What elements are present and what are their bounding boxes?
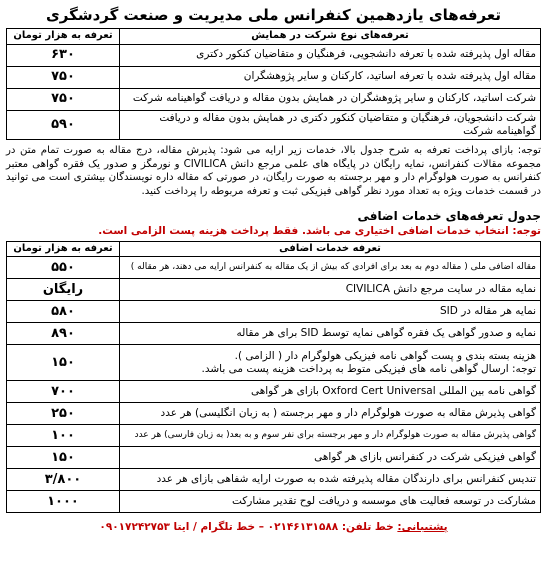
table-row [7, 381, 541, 403]
table-row [7, 469, 541, 491]
row-desc: مقاله اول پذیرفته شده با تعرفه اساتید، کارکنان و سایر پژوهشگران [120, 66, 541, 88]
table-row [7, 491, 541, 513]
row-price: ۱۵۰ [7, 447, 120, 469]
row-price: ۸۹۰ [7, 323, 120, 345]
row-desc: شرکت دانشجویان، فرهنگیان و متقاضیان کنکور دکتری در همایش بدون مقاله و دریافت گواهینامه شرکت [120, 110, 541, 139]
row-price: ۷۵۰ [7, 66, 120, 88]
row-desc: تندیس کنفرانس برای دارندگان مقاله پذیرفته شده به صورت ارایه شفاهی بازای هر عدد [120, 469, 541, 491]
extra-services-note: توجه: انتخاب خدمات اضافی اختیاری می باشد. فقط پرداخت هزینه پست الزامی است. [98, 224, 541, 237]
row-price: ۶۳۰ [7, 44, 120, 66]
header-price: تعرفه به هزار تومان [7, 241, 120, 257]
table-row [7, 279, 541, 301]
table-row [7, 110, 541, 139]
table-row [7, 88, 541, 110]
header-price: تعرفه به هزار تومان [7, 29, 120, 45]
table-row [7, 301, 541, 323]
table-row [7, 403, 541, 425]
row-price: ۷۵۰ [7, 88, 120, 110]
row-desc: گواهی پذیرش مقاله به صورت هولوگرام دار و مهر برجسته برای نفر سوم و به بعد( به زبان فارسی) هر عدد [120, 425, 541, 447]
row-price: ۱۰۰۰ [7, 491, 120, 513]
row-price: ۱۰۰ [7, 425, 120, 447]
table-row [7, 257, 541, 279]
row-price: رایگان [7, 279, 120, 301]
table-row [7, 345, 541, 381]
table-row [7, 44, 541, 66]
row-price: ۵۸۰ [7, 301, 120, 323]
support-label: پشتیبانی: [397, 521, 448, 534]
row-desc-line1: هزینه بسته بندی و پست گواهی نامه فیزیکی هولوگرام دار ( الزامی ). [234, 349, 536, 362]
row-price: ۲۵۰ [7, 403, 120, 425]
document-title: تعرفه‌های یازدهمین کنفرانس ملی مدیریت و صنعت گردشگری [46, 6, 501, 24]
table-row [7, 447, 541, 469]
extra-services-table [6, 241, 541, 514]
row-price: ۳/۸۰۰ [7, 469, 120, 491]
row-price: ۱۵۰ [7, 345, 120, 381]
table-row [7, 323, 541, 345]
row-desc: نمایه و صدور گواهی یک فقره گواهی نمایه توسط SID برای هر مقاله [120, 323, 541, 345]
services-note: توجه: بازای پرداخت تعرفه به شرح جدول بالا، خدمات زیر ارایه می شود: پذیرش مقاله، درج مقاله به صورت تمام متن در مجموعه مقالات کنفرانس، نمایه رایگان در پایگاه های علمی مرجع دانش CIVILICA و نورمگز و صدور یک فقره گواهی معتبر کنفرانس به صورت هولوگرام دار و مهر برجسته به صورت رایگان، در صورتی که مقاله داره نویسندگان بیشتری است می توانید در قسمت خدمات ویژه به تعداد مورد نظر گواهی فیزیکی ثبت و تعرفه مربوطه را پرداخت کنید. [6, 144, 541, 198]
table-header-row [7, 241, 541, 257]
table-header-row [7, 29, 541, 45]
header-type: تعرفه‌های نوع شرکت در همایش [120, 29, 541, 45]
table-row [7, 66, 541, 88]
support-phone[interactable]: خط تلفن: ۰۲۱۴۶۱۳۱۵۸۸ – خط تلگرام / ایتا ۰۹۰۱۷۲۴۲۷۵۳ [99, 521, 394, 534]
row-desc [120, 345, 541, 381]
row-desc: نمایه هر مقاله در SID [120, 301, 541, 323]
row-desc: گواهی فیزیکی شرکت در کنفرانس بازای هر گواهی [120, 447, 541, 469]
extra-services-title: جدول تعرفه‌های خدمات اضافی [357, 208, 541, 223]
row-price: ۷۰۰ [7, 381, 120, 403]
row-desc: گواهی پذیرش مقاله به صورت هولوگرام دار و مهر برجسته ( به زبان انگلیسی) هر عدد [120, 403, 541, 425]
row-desc: شرکت اساتید، کارکنان و سایر پژوهشگران در همایش بدون مقاله و دریافت گواهینامه شرکت [120, 88, 541, 110]
row-desc: گواهی نامه بین المللی Oxford Cert Universal بازای هر گواهی [120, 381, 541, 403]
support-footer [6, 521, 541, 533]
row-desc-line2: توجه: ارسال گواهی نامه های فیزیکی متوط به پرداخت هزینه پست می باشد. [201, 362, 536, 375]
row-desc: مقاله اضافی ملی ( مقاله دوم به بعد برای افرادی که بیش از یک مقاله به کنفرانس ارایه می دهند، هر مقاله ) [120, 257, 541, 279]
main-tariff-table [6, 28, 541, 140]
row-desc: مشارکت در توسعه فعالیت های موسسه و دریافت لوح تقدیر مشارکت [120, 491, 541, 513]
row-price: ۵۵۰ [7, 257, 120, 279]
row-desc: مقاله اول پذیرفته شده با تعرفه دانشجویی، فرهنگیان و متقاضیان کنکور دکتری [120, 44, 541, 66]
header-service: تعرفه خدمات اضافی [120, 241, 541, 257]
row-price: ۵۹۰ [7, 110, 120, 139]
row-desc: نمایه مقاله در سایت مرجع دانش CIVILICA [120, 279, 541, 301]
table-row [7, 425, 541, 447]
